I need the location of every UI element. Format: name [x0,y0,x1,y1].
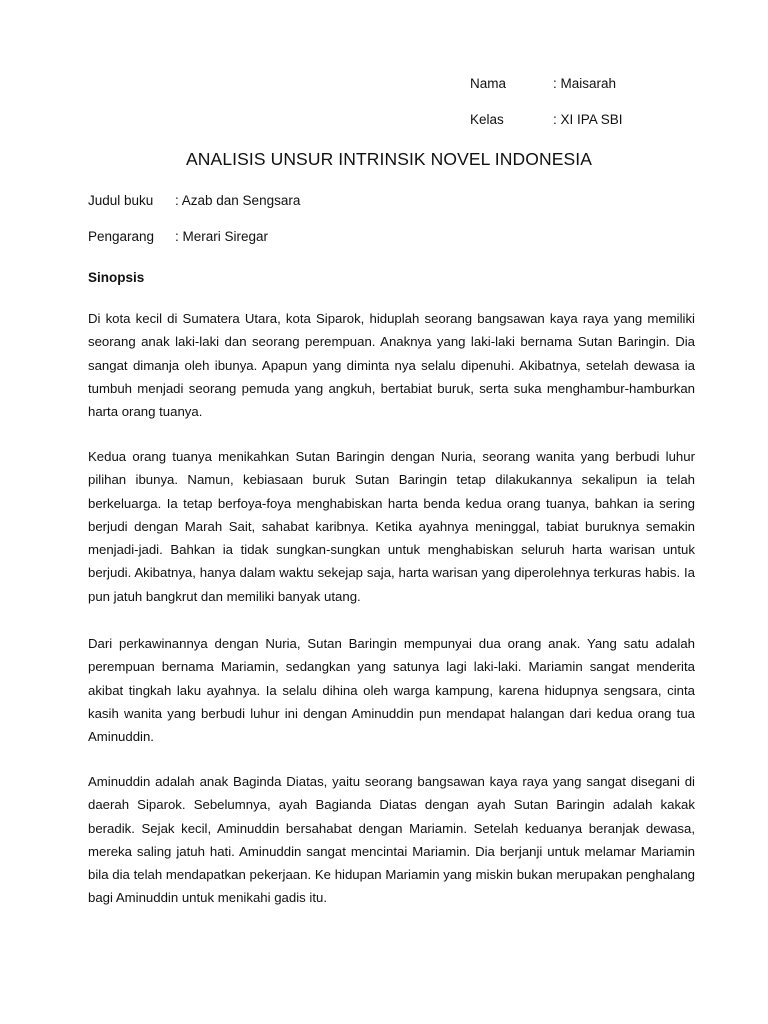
class-value: : XI IPA SBI [553,112,623,127]
author-row [88,229,268,245]
synopsis-paragraph: Kedua orang tuanya menikahkan Sutan Baringin dengan Nuria, seorang wanita yang berbudi luhur pilihan ibunya. Namun, kebiasaan buruk Sutan Baringin tetap dilakukannya sekalipun ia telah berkeluarga. Ia tetap berfoya-foya menghabiskan harta benda kedua orang tuanya, bahkan ia sering berjudi dengan Marah Sait, sahabat karibnya. Ketika ayahnya meninggal, tabiat buruknya semakin menjadi-jadi. Bahkan ia tidak sungkan-sungkan untuk menghabiskan seluruh harta warisan untuk berjudi. Akibatnya, hanya dalam waktu sekejap saja, harta warisan yang diperolehnya terkuras habis. Ia pun jatuh bangkrut dan memiliki banyak utang. [88,449,695,604]
synopsis-paragraph: Dari perkawinannya dengan Nuria, Sutan Baringin mempunyai dua orang anak. Yang satu adalah perempuan bernama Mariamin, sedangkan yang satunya lagi laki-laki. Mariamin sangat menderita akibat tingkah laku ayahnya. Ia selalu dihina oleh warga kampung, karena hidupnya sengsara, cinta kasih wanita yang berbudi luhur ini dengan Aminuddin pun mendapat halangan dari kedua orang tua Aminuddin. [88,636,695,745]
class-row [470,112,623,128]
document-title: ANALISIS UNSUR INTRINSIK NOVEL INDONESIA [186,149,592,169]
author-value: : Merari Siregar [175,229,269,244]
name-row [470,76,616,92]
synopsis-heading: Sinopsis [88,270,145,285]
synopsis-paragraph: Di kota kecil di Sumatera Utara, kota Siparok, hiduplah seorang bangsawan kaya raya yang memiliki seorang anak laki-laki dan seorang perempuan. Anaknya yang laki-laki bernama Sutan Baringin. Dia sangat dimanja oleh ibunya. Apapun yang diminta nya selalu dipenuhi. Akibatnya, setelah dewasa ia tumbuh menjadi seorang pemuda yang angkuh, bertabiat buruk, serta suka menghambur-hamburkan harta orang tuanya. [88,311,695,420]
book-title-row [88,193,300,209]
author-label: Pengarang [88,229,155,244]
class-label: Kelas [470,112,504,127]
book-title-label: Judul buku [88,193,154,208]
name-value: : Maisarah [553,76,617,91]
synopsis-paragraph: Aminuddin adalah anak Baginda Diatas, yaitu seorang bangsawan kaya raya yang sangat disegani di daerah Siparok. Sebelumnya, ayah Bagianda Diatas dengan ayah Sutan Baringin adalah kakak beradik. Sejak kecil, Aminuddin bersahabat dengan Mariamin. Setelah keduanya beranjak dewasa, mereka saling jatuh hati. Aminuddin sangat mencintai Mariamin. Dia berjanji untuk melamar Mariamin bila dia telah mendapatkan pekerjaan. Ke hidupan Mariamin yang miskin bukan merupakan penghalang bagi Aminuddin untuk menikahi gadis itu. [88,774,695,906]
name-label: Nama [470,76,507,91]
book-title-value: : Azab dan Sengsara [175,193,301,208]
